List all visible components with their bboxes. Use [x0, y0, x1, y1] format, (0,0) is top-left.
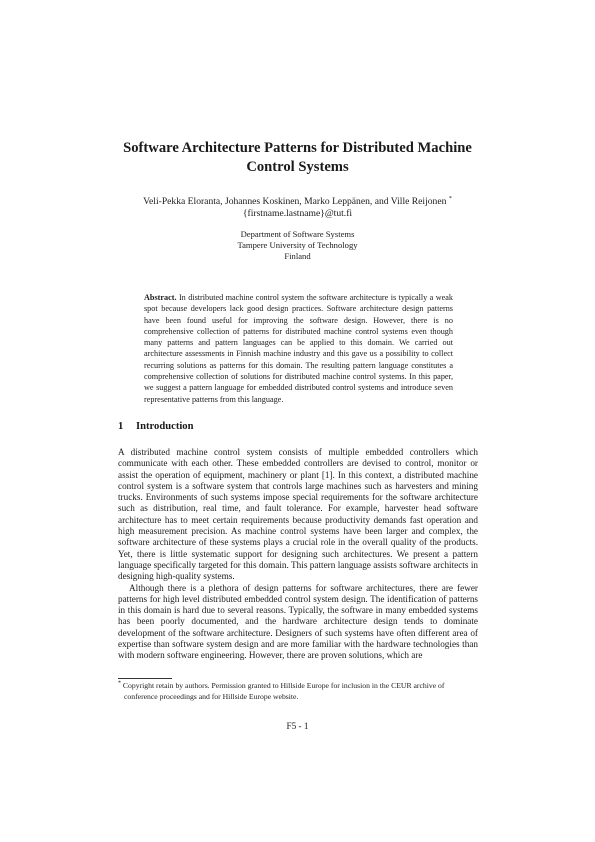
- footnote-text: Copyright retain by authors. Permission granted to Hillside Europe for inclusion in the CEUR archive of conference proceedings and for Hillside Europe website.: [122, 681, 445, 701]
- body-paragraph-1: A distributed machine control system consists of multiple embedded controllers which communicate with each other. These embedded controllers are devised to control, monitor or assist the operation of equipment, machinery or plant [1]. In this context, a distributed machine control system is a software system that controls large machines such as harvesters and mining trucks. Environments of such systems impose special requirements for the software architecture such as distribution, real time, and fault tolerance. For example, harvester head software architecture has to meet certain requirements because productivity demands fast operation and high measurement precision. As machine control systems have been larger and complex, the software architecture of these systems plays a crucial role in the overall quality of the products. Yet, there is little systematic support for designing such architectures. We present a pattern language specifically targeted for this domain. This pattern language assists software architects in designing high-quality systems.: [118, 447, 478, 582]
- section-heading: [118, 421, 194, 432]
- section-title: Introduction: [136, 421, 194, 432]
- paper-title: [100, 139, 495, 177]
- paper-title-line-2: Control Systems: [246, 159, 349, 175]
- author-block: [100, 196, 495, 220]
- abstract-label: Abstract.: [144, 293, 177, 302]
- footnote-rule: [118, 678, 172, 679]
- body-text: [118, 447, 478, 662]
- author-footnote-mark: *: [448, 195, 452, 202]
- abstract-text: In distributed machine control system the software architecture is typically a weak spot because developers lack good design practices. Software architecture design patterns have been found useful for improving the software design. However, there is no comprehensive collection of patterns for distributed machine control systems even though many patterns and pattern languages can be applied to this domain. We carried out architecture assessments in Finnish machine industry and this gave us a possibility to collect recurring solutions as patterns for this domain. The resulting pattern language constitutes a comprehensive collection of solutions for distributed machine control systems. In this paper, we suggest a pattern language for embedded distributed control systems and introduce seven representative patterns from this language.: [144, 293, 454, 404]
- author-list: Veli-Pekka Eloranta, Johannes Koskinen, Marko Leppänen, and Ville Reijonen: [143, 196, 447, 207]
- affiliation-block: [100, 229, 495, 262]
- section-number: 1: [118, 421, 124, 432]
- author-email: {firstname.lastname}@tut.fi: [242, 208, 353, 219]
- affiliation-university: Tampere University of Technology: [237, 240, 358, 250]
- affiliation-department: Department of Software Systems: [240, 229, 355, 239]
- paper-title-line-1: Software Architecture Patterns for Distributed Machine: [123, 140, 472, 156]
- abstract: [144, 292, 453, 405]
- footnote: [118, 681, 478, 702]
- footnote-mark: *: [118, 680, 121, 687]
- affiliation-country: Finland: [284, 251, 311, 261]
- body-paragraph-2: Although there is a plethora of design patterns for software architectures, there are fewer patterns for high level distributed embedded control system design. The identification of patterns in this domain is hard due to several reasons. Typically, the software in many embedded systems has been poorly documented, and the hardware architecture design tends to dominate development of the software architecture. Designers of such systems have often different area of expertise than software system design and are more familiar with the hardware technologies than with modern software engineering. However, there are proven solutions, which are: [118, 582, 478, 661]
- page-number: F5 - 1: [286, 721, 309, 731]
